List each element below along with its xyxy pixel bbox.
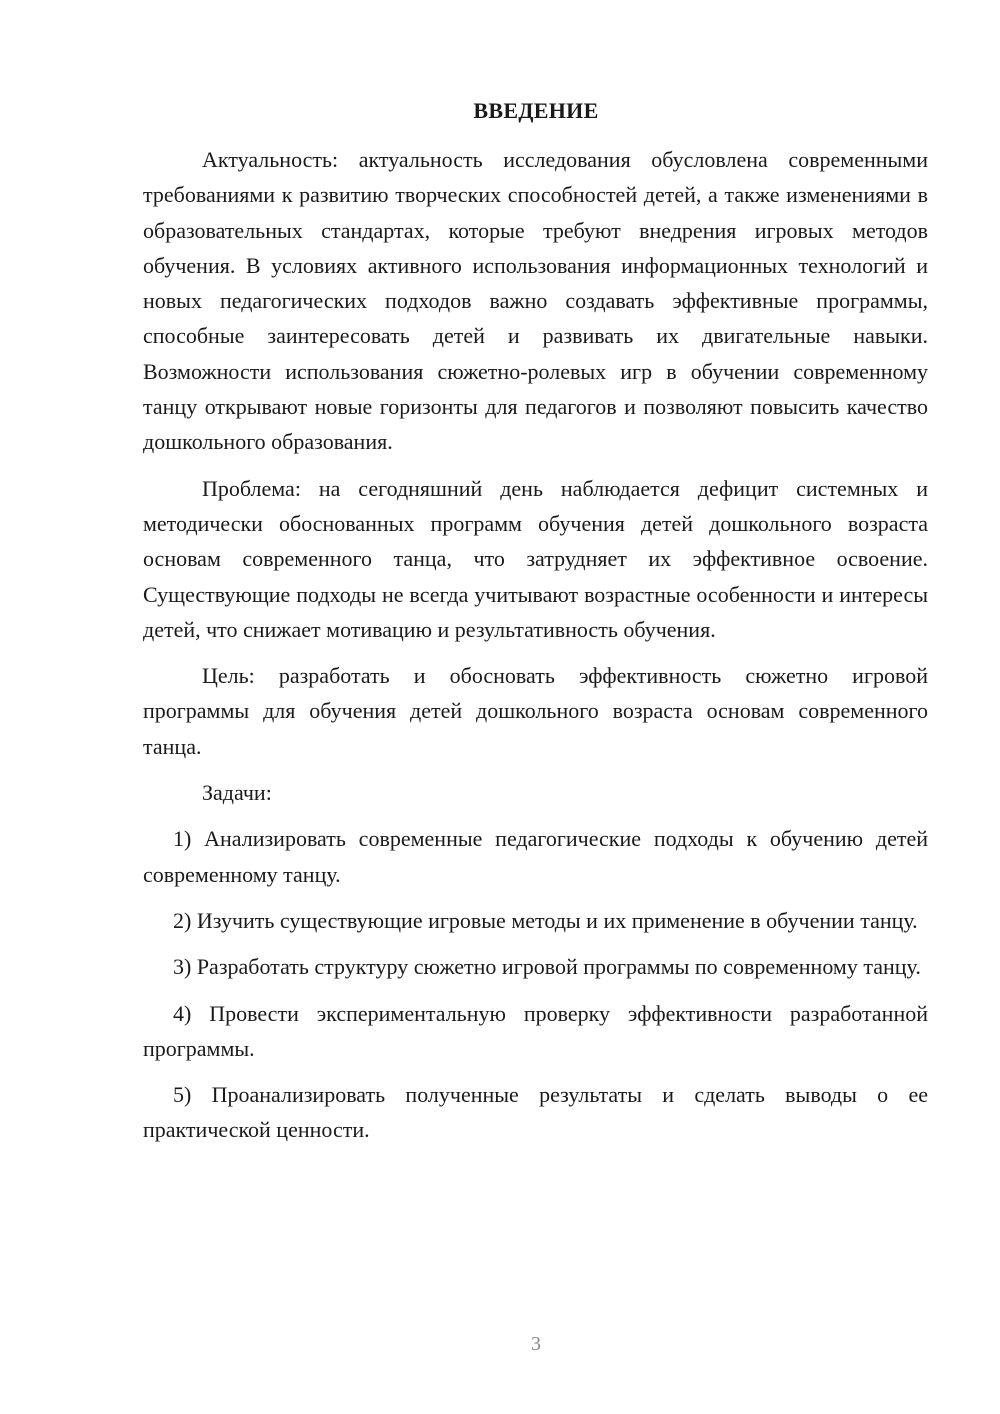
task-item-5: 5) Проанализировать полученные результаты и сделать выводы о ее практической ценности.: [143, 1082, 928, 1143]
paragraph-goal: Цель: разработать и обосновать эффективность сюжетно игровой программы для обучения детей дошкольного возраста основам современного танца.: [143, 663, 928, 759]
task-item-3: 3) Разработать структуру сюжетно игровой программы по современному танцу.: [173, 954, 921, 980]
body-text: [143, 142, 928, 1159]
paragraph-problem: Проблема: на сегодняшний день наблюдается дефицит системных и методически обоснованных программ обучения детей дошкольного возраста основам современного танца, что затрудняет их эффективное освоение. Существующие подходы не всегда учитывают возрастные особенности и интересы детей, что снижает мотивацию и результативность обучения.: [143, 475, 928, 642]
section-title: ВВЕДЕНИЕ: [473, 98, 599, 123]
paragraph-relevance: Актуальность: актуальность исследования обусловлена современными требованиями к развитию творческих способностей детей, а также изменениями в образовательных стандартах, которые требуют внедрения игровых методов обучения. В условиях активного использования информационных технологий и новых педагогических подходов важно создавать эффективные программы, способные заинтересовать детей и развивать их двигательные навыки. Возможности использования сюжетно-ролевых игр в обучении современному танцу открывают новые горизонты для педагогов и позволяют повысить качество дошкольного образования.: [143, 147, 928, 455]
task-item-4: 4) Провести экспериментальную проверку эффективности разработанной программы.: [143, 1000, 928, 1061]
page-number: 3: [531, 1333, 541, 1355]
task-item-1: 1) Анализировать современные педагогические подходы к обучению детей современному танцу.: [143, 826, 928, 887]
task-item-2: 2) Изучить существующие игровые методы и их применение в обучении танцу.: [173, 907, 918, 933]
paragraph-tasks-heading: Задачи:: [202, 780, 272, 806]
